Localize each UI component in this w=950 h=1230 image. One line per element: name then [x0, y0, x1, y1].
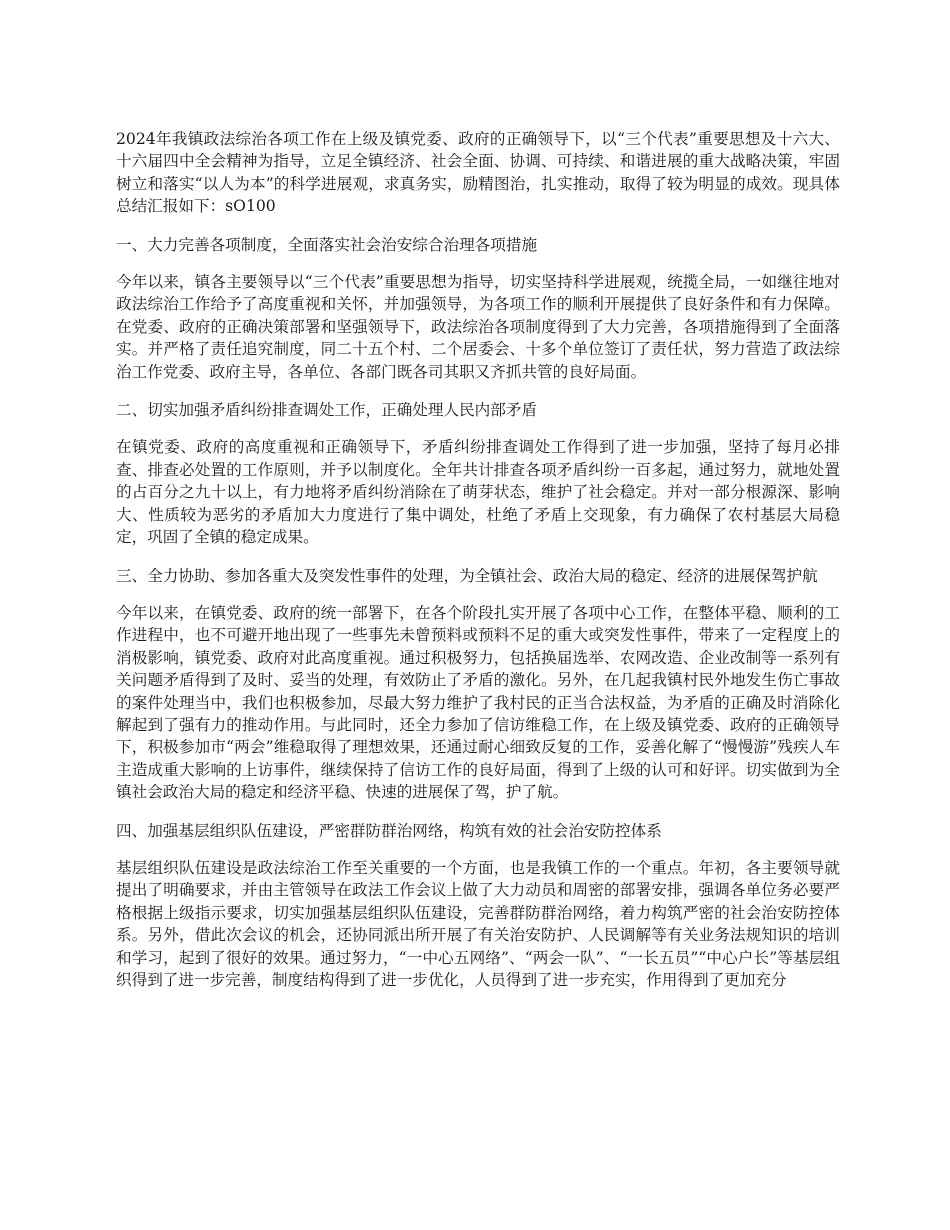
section-2-heading: 二、切实加强矛盾纠纷排查调处工作，正确处理人民内部矛盾: [116, 401, 538, 420]
section-3-body: 今年以来，在镇党委、政府的统一部署下，在各个阶段扎实开展了各项中心工作，在整体平稳、顺利的工作进程中，也不可避开地出现了一些事先未曾预料或预料不足的重大或突发性事件，带来了一定程度上的消极影响，镇党委、政府对此高度重视。通过积极努力，包括换届选举、农网改造、企业改制等一系列有关问题矛盾得到了及时、妥当的处理，有效防止了矛盾的激化。另外，在几起我镇村民外地发生伤亡事故的案件处理当中，我们也积极参加，尽最大努力维护了我村民的正当合法权益，为矛盾的正确及时消除化解起到了强有力的推动作用。与此同时，还全力参加了信访维稳工作，在上级及镇党委、政府的正确领导下，积极参加市“两会”维稳取得了理想效果，还通过耐心细致反复的工作，妥善化解了“慢慢游”残疾人车主造成重大影响的上访事件，继续保持了信访工作的良好局面，得到了上级的认可和好评。切实做到为全镇社会政治大局的稳定和经济平稳、快速的进展保了驾，护了航。: [116, 603, 840, 802]
intro-paragraph: 2024年我镇政法综治各项工作在上级及镇党委、政府的正确领导下，以“三个代表”重要思想及十六大、十六届四中全会精神为指导，立足全镇经济、社会全面、协调、可持续、和谐进展的重大战略决策，牢固树立和落实“以人为本”的科学进展观，求真务实，励精图治，扎实推动，取得了较为明显的成效。现具体总结汇报如下：sO100: [116, 130, 840, 216]
document-page: [116, 128, 840, 1007]
section-1-heading: 一、大力完善各项制度，全面落实社会治安综合治理各项措施: [116, 235, 538, 254]
section-4-body: 基层组织队伍建设是政法综治工作至关重要的一个方面，也是我镇工作的一个重点。年初，各主要领导就提出了明确要求，并由主管领导在政法工作会议上做了大力动员和周密的部署安排，强调各单位务必要严格根据上级指示要求，切实加强基层组织队伍建设，完善群防群治网络，着力构筑严密的社会治安防控体系。另外，借此次会议的机会，还协同派出所开展了有关治安防护、人民调解等有关业务法规知识的培训和学习，起到了很好的效果。通过努力，“一中心五网络”、“两会一队”、“一长五员”“中心户长”等基层组织得到了进一步完善，制度结构得到了进一步优化，人员得到了进一步充实，作用得到了更加充分: [116, 858, 840, 989]
section-3-heading: 三、全力协助、参加各重大及突发性事件的处理，为全镇社会、政治大局的稳定、经济的进展保驾护航: [116, 566, 818, 585]
section-4-heading: 四、加强基层组织队伍建设，严密群防群治网络，构筑有效的社会治安防控体系: [116, 821, 662, 840]
section-2-body: 在镇党委、政府的高度重视和正确领导下，矛盾纠纷排查调处工作得到了进一步加强，坚持了每月必排查、排查必处置的工作原则，并予以制度化。全年共计排查各项矛盾纠纷一百多起，通过努力，就地处置的占百分之九十以上，有力地将矛盾纠纷消除在了萌芽状态，维护了社会稳定。并对一部分根源深、影响大、性质较为恶劣的矛盾加大力度进行了集中调处，杜绝了矛盾上交现象，有力确保了农村基层大局稳定，巩固了全镇的稳定成果。: [116, 438, 840, 547]
section-1-body: 今年以来，镇各主要领导以“三个代表”重要思想为指导，切实坚持科学进展观，统揽全局，一如继往地对政法综治工作给予了高度重视和关怀，并加强领导，为各项工作的顺利开展提供了良好条件和有力保障。在党委、政府的正确决策部署和坚强领导下，政法综治各项制度得到了大力完善，各项措施得到了全面落实。并严格了责任追究制度，同二十五个村、二个居委会、十多个单位签订了责任状，努力营造了政法综治工作党委、政府主导，各单位、各部门既各司其职又齐抓共管的良好局面。: [116, 273, 840, 381]
